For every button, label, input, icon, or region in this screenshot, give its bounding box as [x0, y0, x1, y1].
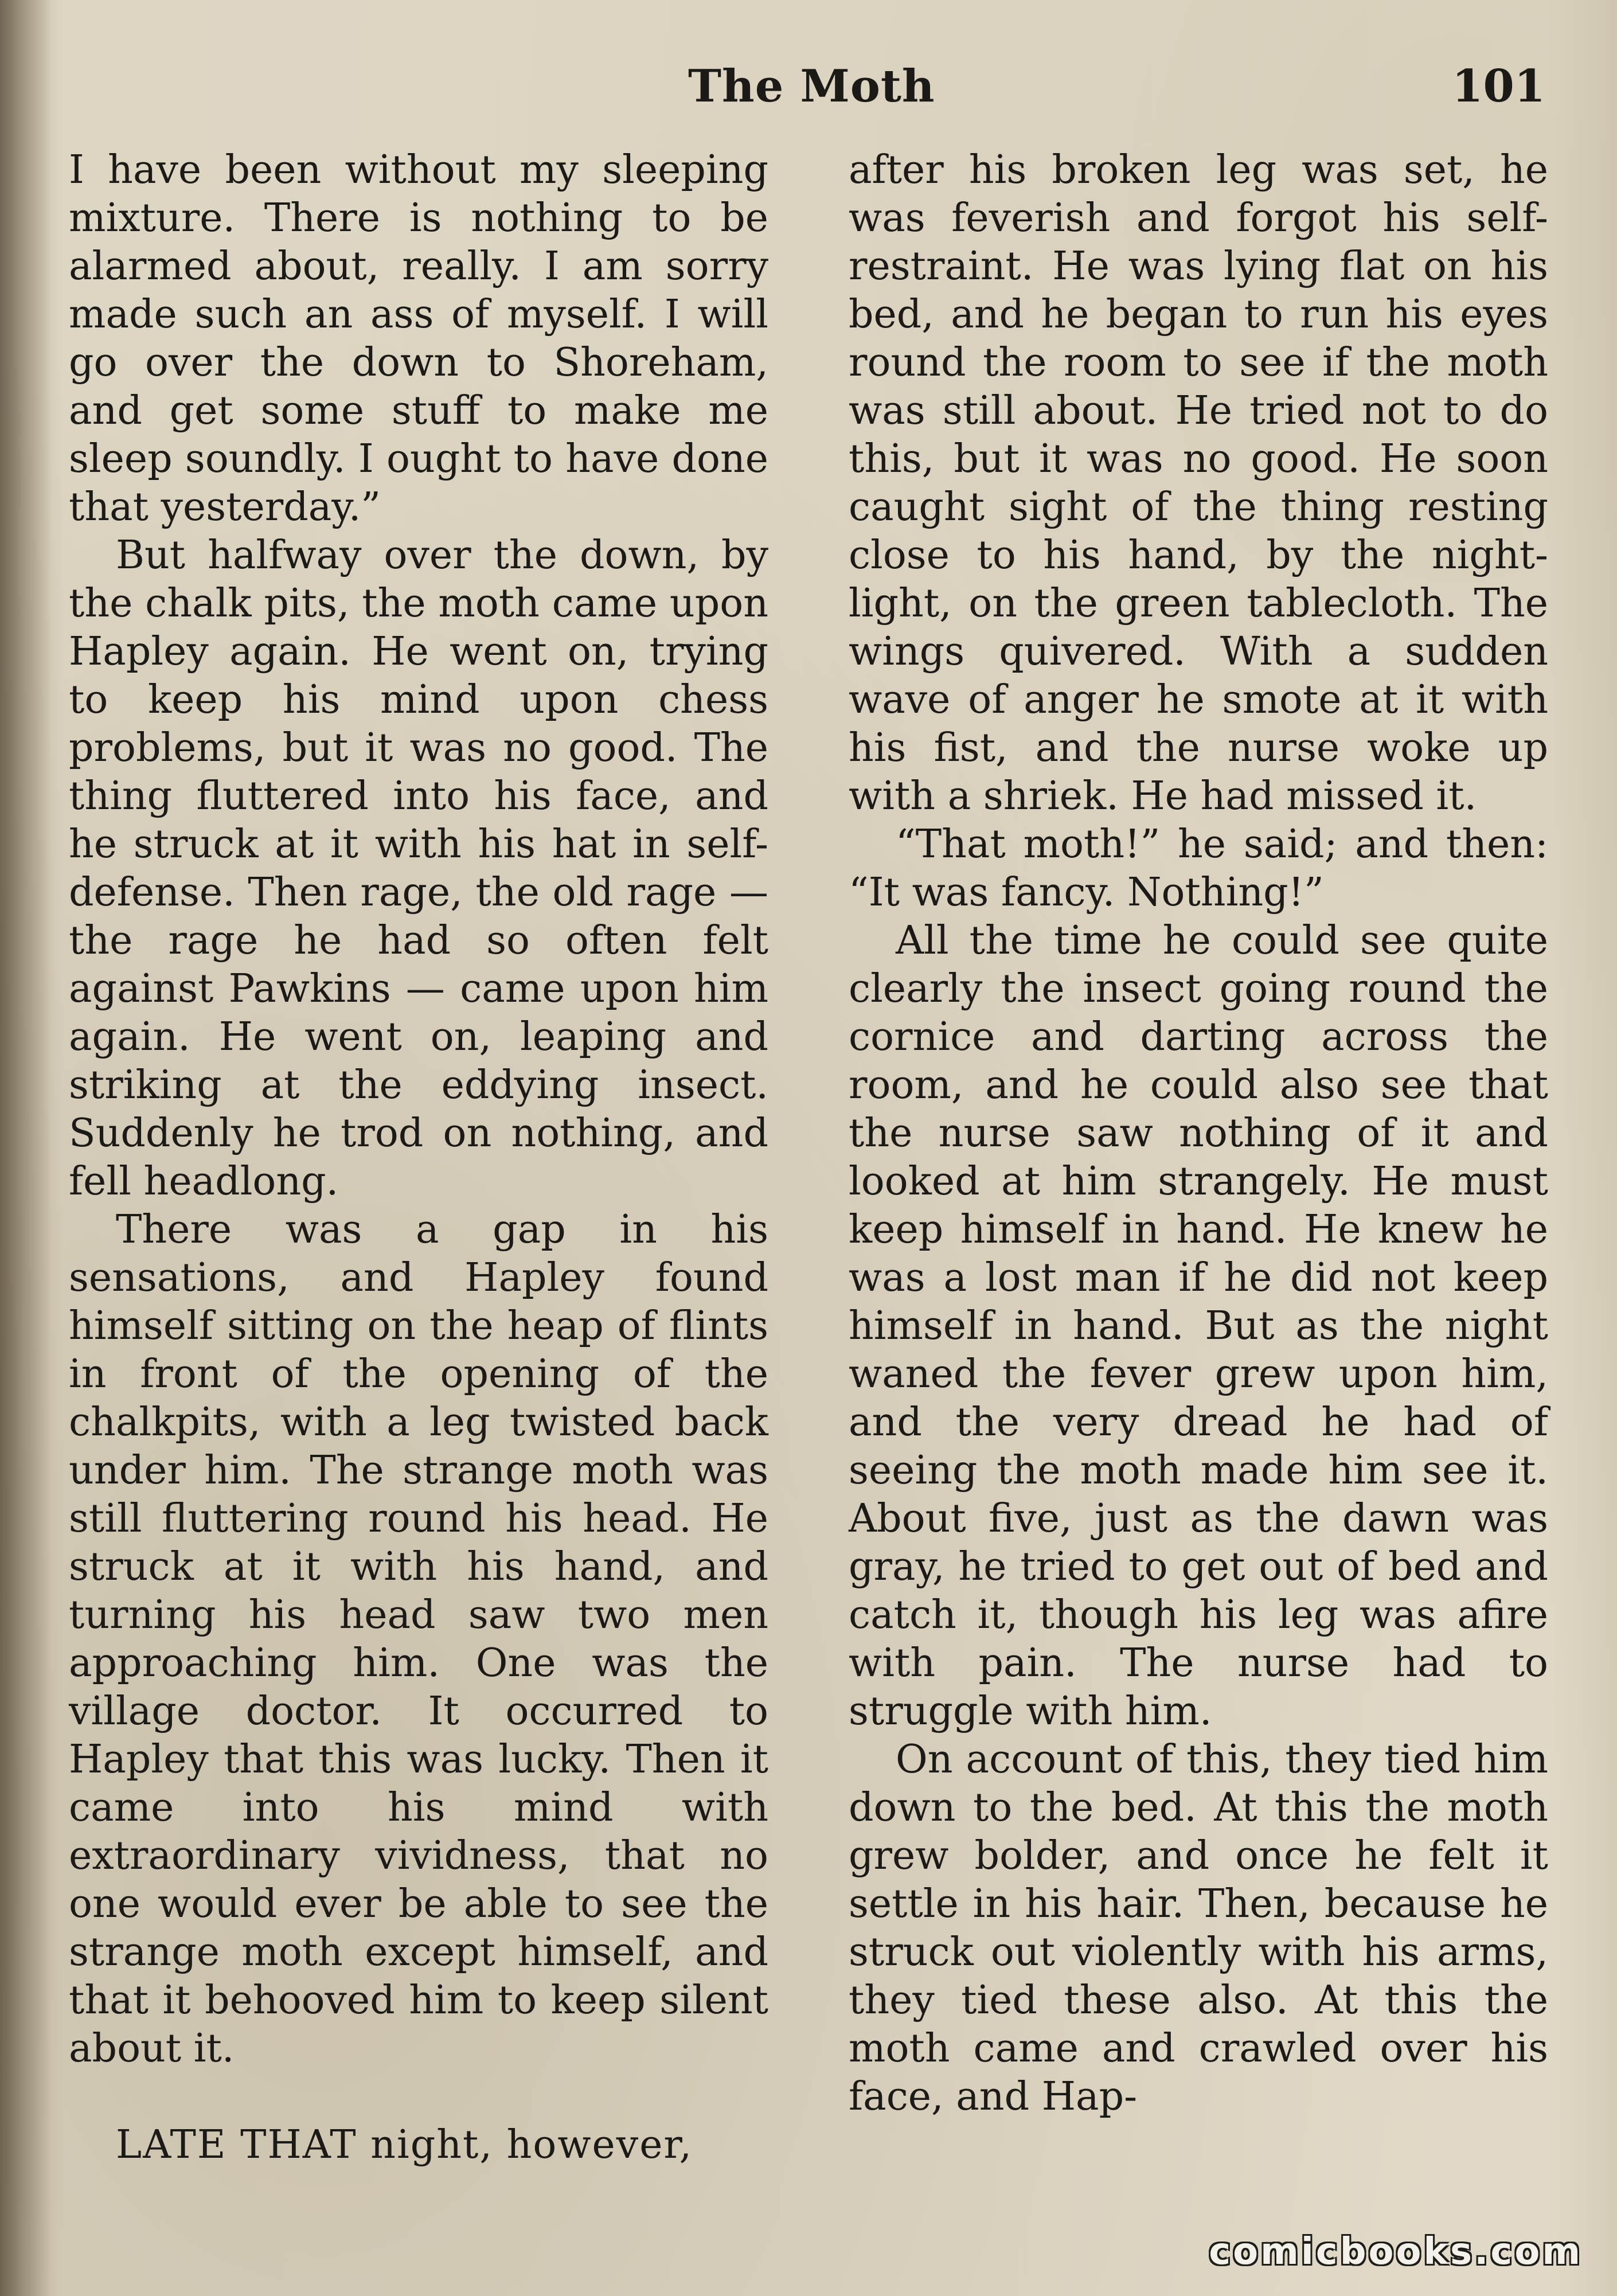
watermark: comicbooks.com — [1209, 2231, 1583, 2273]
paragraph: “That moth!” he said; and then: “It was fancy. Nothing!” — [849, 822, 1548, 915]
paragraph: after his broken leg was set, he was feverish and forgot his self-restraint. He was lying flat on his bed, and he began to run his eyes round the room to see if the moth was still about. He tried not to do this, but it was no good. He soon caught sight of the thing resting close to his hand, by the night-light, on the green tablecloth. The wings quivered. With a sudden wave of anger he smote at it with his fist, and the nurse woke up with a shriek. He had missed it. — [849, 147, 1548, 819]
page-title: The Moth — [688, 60, 935, 112]
paragraph: I have been without my sleeping mixture. There is nothing to be alarmed about, really. I am sorry made such an ass of myself. I will go over the down to Shoreham, and get some stuff to make me sleep soundly. I ought to have done that yesterday.” — [69, 147, 768, 530]
page-number: 101 — [1452, 60, 1545, 112]
section-start-paragraph: LATE THAT night, however, — [116, 2122, 693, 2168]
right-column — [849, 146, 1548, 2121]
page-header — [0, 54, 1617, 118]
paragraph: But halfway over the down, by the chalk pits, the moth came upon Hapley again. He went on, trying to keep his mind upon chess problems, but it was no good. The thing fluttered into his face, and he struck at it with his hat in self-defense. Then rage, the old rage — the rage he had so often felt against Pawkins — came upon him again. He went on, leaping and striking at the eddying insect. Suddenly he trod on nothing, and fell headlong. — [69, 533, 768, 1204]
paragraph: All the time he could see quite clearly the insect going round the cornice and darting across the room, and he could also see that the nurse saw nothing of it and looked at him strangely. He must keep himself in hand. He knew he was a lost man if he did not keep himself in hand. But as the night waned the fever grew upon him, and the very dread he had of seeing the moth made him see it. About five, just as the dawn was gray, he tried to get out of bed and catch it, though his leg was afire with pain. The nurse had to struggle with him. — [849, 918, 1548, 1734]
left-column — [69, 146, 768, 2169]
spine-shadow — [0, 0, 52, 2296]
paragraph: There was a gap in his sensations, and Hapley found himself sitting on the heap of flints in front of the opening of the chalkpits, with a leg twisted back under him. The strange moth was still fluttering round his head. He struck at it with his hand, and turning his head saw two men approaching him. One was the village doctor. It occurred to Hapley that this was lucky. Then it came into his mind with extraordinary vividness, that no one would ever be able to see the strange moth except himself, and that it behooved him to keep silent about it. — [69, 1207, 768, 2071]
paragraph: On account of this, they tied him down to the bed. At this the moth grew bolder, and once he felt it settle in his hair. Then, because he struck out violently with his arms, they tied these also. At this the moth came and crawled over his face, and Hap- — [849, 1737, 1548, 2119]
